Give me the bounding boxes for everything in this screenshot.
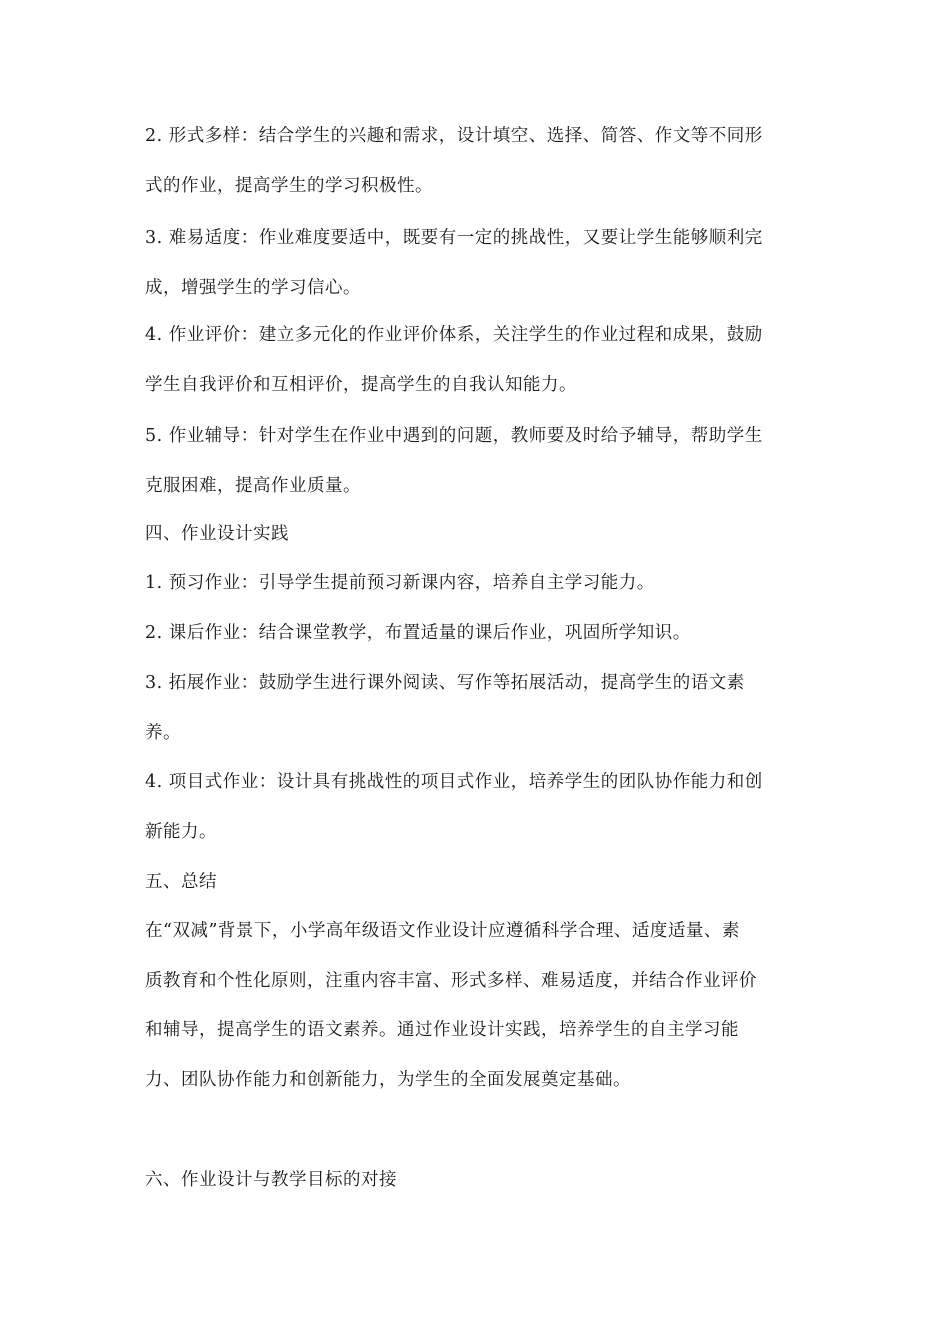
paragraph-line: 质教育和个性化原则，注重内容丰富、形式多样、难易适度，并结合作业评价 — [145, 971, 757, 991]
paragraph-line: 2. 课后作业：结合课堂教学，布置适量的课后作业，巩固所学知识。 — [145, 623, 691, 643]
paragraph-line: 和辅导，提高学生的语文素养。通过作业设计实践，培养学生的自主学习能 — [145, 1020, 739, 1040]
paragraph-line: 4. 作业评价：建立多元化的作业评价体系，关注学生的作业过程和成果，鼓励 — [145, 325, 763, 345]
paragraph-line: 学生自我评价和互相评价，提高学生的自我认知能力。 — [145, 375, 577, 395]
paragraph-line: 1. 预习作业：引导学生提前预习新课内容，培养自主学习能力。 — [145, 573, 655, 593]
section-heading: 五、总结 — [145, 872, 217, 892]
paragraph-line: 式的作业，提高学生的学习积极性。 — [145, 176, 433, 196]
paragraph-line: 克服困难，提高作业质量。 — [145, 476, 361, 496]
paragraph-line: 力、团队协作能力和创新能力，为学生的全面发展奠定基础。 — [145, 1070, 631, 1090]
paragraph-line: 5. 作业辅导：针对学生在作业中遇到的问题，教师要及时给予辅导，帮助学生 — [145, 426, 763, 446]
paragraph-line: 成，增强学生的学习信心。 — [145, 278, 361, 298]
paragraph-line: 新能力。 — [145, 822, 217, 842]
paragraph-line: 养。 — [145, 723, 181, 743]
section-heading: 六、作业设计与教学目标的对接 — [145, 1170, 397, 1190]
paragraph-line: 在“双减”背景下，小学高年级语文作业设计应遵循科学合理、适度适量、素 — [145, 921, 740, 941]
paragraph-line: 3. 难易适度：作业难度要适中，既要有一定的挑战性，又要让学生能够顺利完 — [145, 228, 763, 248]
paragraph-line: 3. 拓展作业：鼓励学生进行课外阅读、写作等拓展活动，提高学生的语文素 — [145, 673, 745, 693]
paragraph-line: 4. 项目式作业：设计具有挑战性的项目式作业，培养学生的团队协作能力和创 — [145, 772, 763, 792]
section-heading: 四、作业设计实践 — [145, 524, 289, 544]
paragraph-line: 2. 形式多样：结合学生的兴趣和需求，设计填空、选择、简答、作文等不同形 — [145, 126, 763, 146]
